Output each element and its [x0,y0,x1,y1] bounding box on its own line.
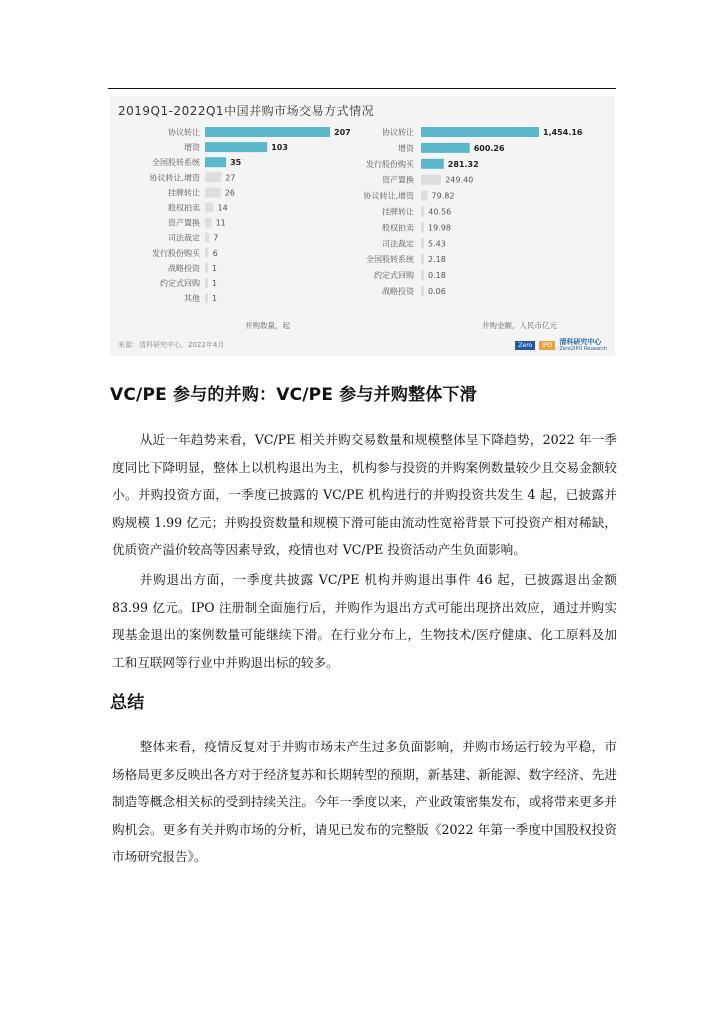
amount-bar [421,207,424,217]
amount-axis-label: 并购金额，人民币亿元 [482,321,557,330]
count-bar [205,127,330,137]
count-value-label: 14 [217,203,228,213]
count-bar [205,157,226,167]
amount-value-label: 40.56 [428,207,452,217]
amount-value-label: 1,454.16 [543,128,583,137]
amount-value-label: 600.26 [473,143,505,153]
section-heading-vcpe: VC/PE 参与的并购：VC/PE 参与并购整体下滑 [110,385,477,405]
amount-bar [421,286,424,296]
count-category-label: 战略投资 [168,263,200,273]
count-bar [205,172,221,182]
section-heading-summary: 总结 [110,693,145,713]
amount-value-label: 249.40 [445,175,474,185]
count-value-label: 35 [230,158,242,168]
paragraph-vcpe-exit: 并购退出方面，一季度共披露 VC/PE 机构并购退出事件 46 起，已披露退出金额 83.99 亿元。IPO 注册制全面施行后，并购作为退出方式可能出现挤出效应，通过并购实现基金退出的案例数量可能继续下滑。在行业分布上，生物技术/医疗健康、化工原料及加工和互联网等行业中并购退出标的较多。 [112,572,617,670]
amount-bar [421,143,470,153]
count-bar [205,263,208,273]
amount-value-label: 0.18 [428,271,446,281]
count-value-label: 1 [212,294,218,304]
count-bar [205,187,221,197]
count-bar [205,218,212,228]
amount-value-label: 0.06 [428,287,446,296]
amount-category-label: 股权拍卖 [382,223,414,233]
paragraph-summary: 整体来看，疫情反复对于并购市场未产生过多负面影响，并购市场运行较为平稳，市场格局更多反映出各方对于经济复苏和长期转型的预期，新基建、新能源、数字经济、先进制造等概念相关标的受到持续关注。今年一季度以来，产业政策密集发布，或将带来更多并购机会。更多有关并购市场的分析，请见已发布的完整版《2022 年第一季度中国股权投资市场研究报告》。 [112,739,617,864]
amount-bar [421,159,444,169]
count-category-label: 股权拍卖 [168,203,200,213]
amount-category-label: 协议转让,增资 [363,191,414,201]
amount-value-label: 281.32 [447,159,479,169]
count-bar [205,248,209,258]
count-value-label: 103 [271,143,288,153]
count-value-label: 27 [225,173,236,183]
amount-bar [421,254,424,264]
amount-category-label: 战略投资 [382,287,414,296]
count-bar [205,142,267,152]
logo-badge-ipo: IPO [539,341,555,350]
amount-category-label: 全国股转系统 [366,255,414,265]
count-category-label: 全国股转系统 [152,158,200,168]
count-bar [205,293,208,303]
amount-bar [421,191,428,201]
count-category-label: 发行股份购买 [152,248,200,258]
chart-source: 来源：清科研究中心，2022年4月 [118,341,225,349]
bar-charts [110,96,615,356]
count-category-label: 挂牌转让 [168,188,200,198]
logo-badge-zero: Zero [515,341,535,350]
count-category-label: 增资 [184,143,200,153]
chart-title: 2019Q1-2022Q1中国并购市场交易方式情况 [118,104,375,118]
amount-bar [421,238,424,248]
count-value-label: 11 [215,218,226,228]
count-category-label: 司法裁定 [168,233,200,243]
count-category-label: 资产置换 [168,218,200,228]
count-category-label: 协议转让,增资 [149,173,200,183]
amount-category-label: 挂牌转让 [382,207,414,217]
amount-bar [421,222,424,232]
amount-category-label: 资产置换 [382,175,414,185]
count-value-label: 7 [213,233,219,243]
chart-figure [110,96,615,356]
count-axis-label: 并购数量，起 [245,321,290,330]
count-bar [205,233,209,243]
amount-bar [421,127,539,137]
amount-value-label: 19.98 [428,223,451,233]
logo-text-en: Zero2IPO Research [559,346,607,352]
logo-text-cn: 清科研究中心 [559,338,602,346]
header-rule [108,88,616,89]
amount-bar [421,270,424,280]
zero2ipo-logo [515,339,607,352]
count-value-label: 1 [212,263,218,273]
count-category-label: 约定式回购 [160,279,200,288]
count-value-label: 207 [334,128,351,137]
amount-category-label: 增资 [398,143,414,153]
amount-category-label: 约定式回购 [374,271,414,281]
count-bar [205,278,208,288]
amount-value-label: 2.18 [428,255,446,265]
amount-bar [421,175,441,185]
paragraph-vcpe-investment: 从近一年趋势来看，VC/PE 相关并购交易数量和规模整体呈下降趋势，2022 年一季度同比下降明显，整体上以机构退出为主，机构参与投资的并购案例数量较少且交易金额较小。并购投资方面，一季度已披露的 VC/PE 机构进行的并购投资共发生 4 起，已披露并购规模 1.99 亿元；并购投资数量和规模下滑可能由流动性宽裕背景下可投资产相对稀缺，优质资产溢价较高等因素导致，疫情也对 VC/PE 投资活动产生负面影响。 [112,432,617,557]
amount-value-label: 79.82 [431,191,455,201]
count-bar [205,203,214,213]
count-value-label: 1 [212,279,218,288]
amount-category-label: 发行股份购买 [366,159,414,169]
count-category-label: 协议转让 [168,128,200,137]
amount-value-label: 5.43 [428,239,446,249]
amount-category-label: 协议转让 [382,128,414,137]
count-value-label: 6 [212,248,218,258]
amount-category-label: 司法裁定 [382,239,414,249]
count-category-label: 其他 [184,294,200,304]
count-value-label: 26 [224,188,235,198]
